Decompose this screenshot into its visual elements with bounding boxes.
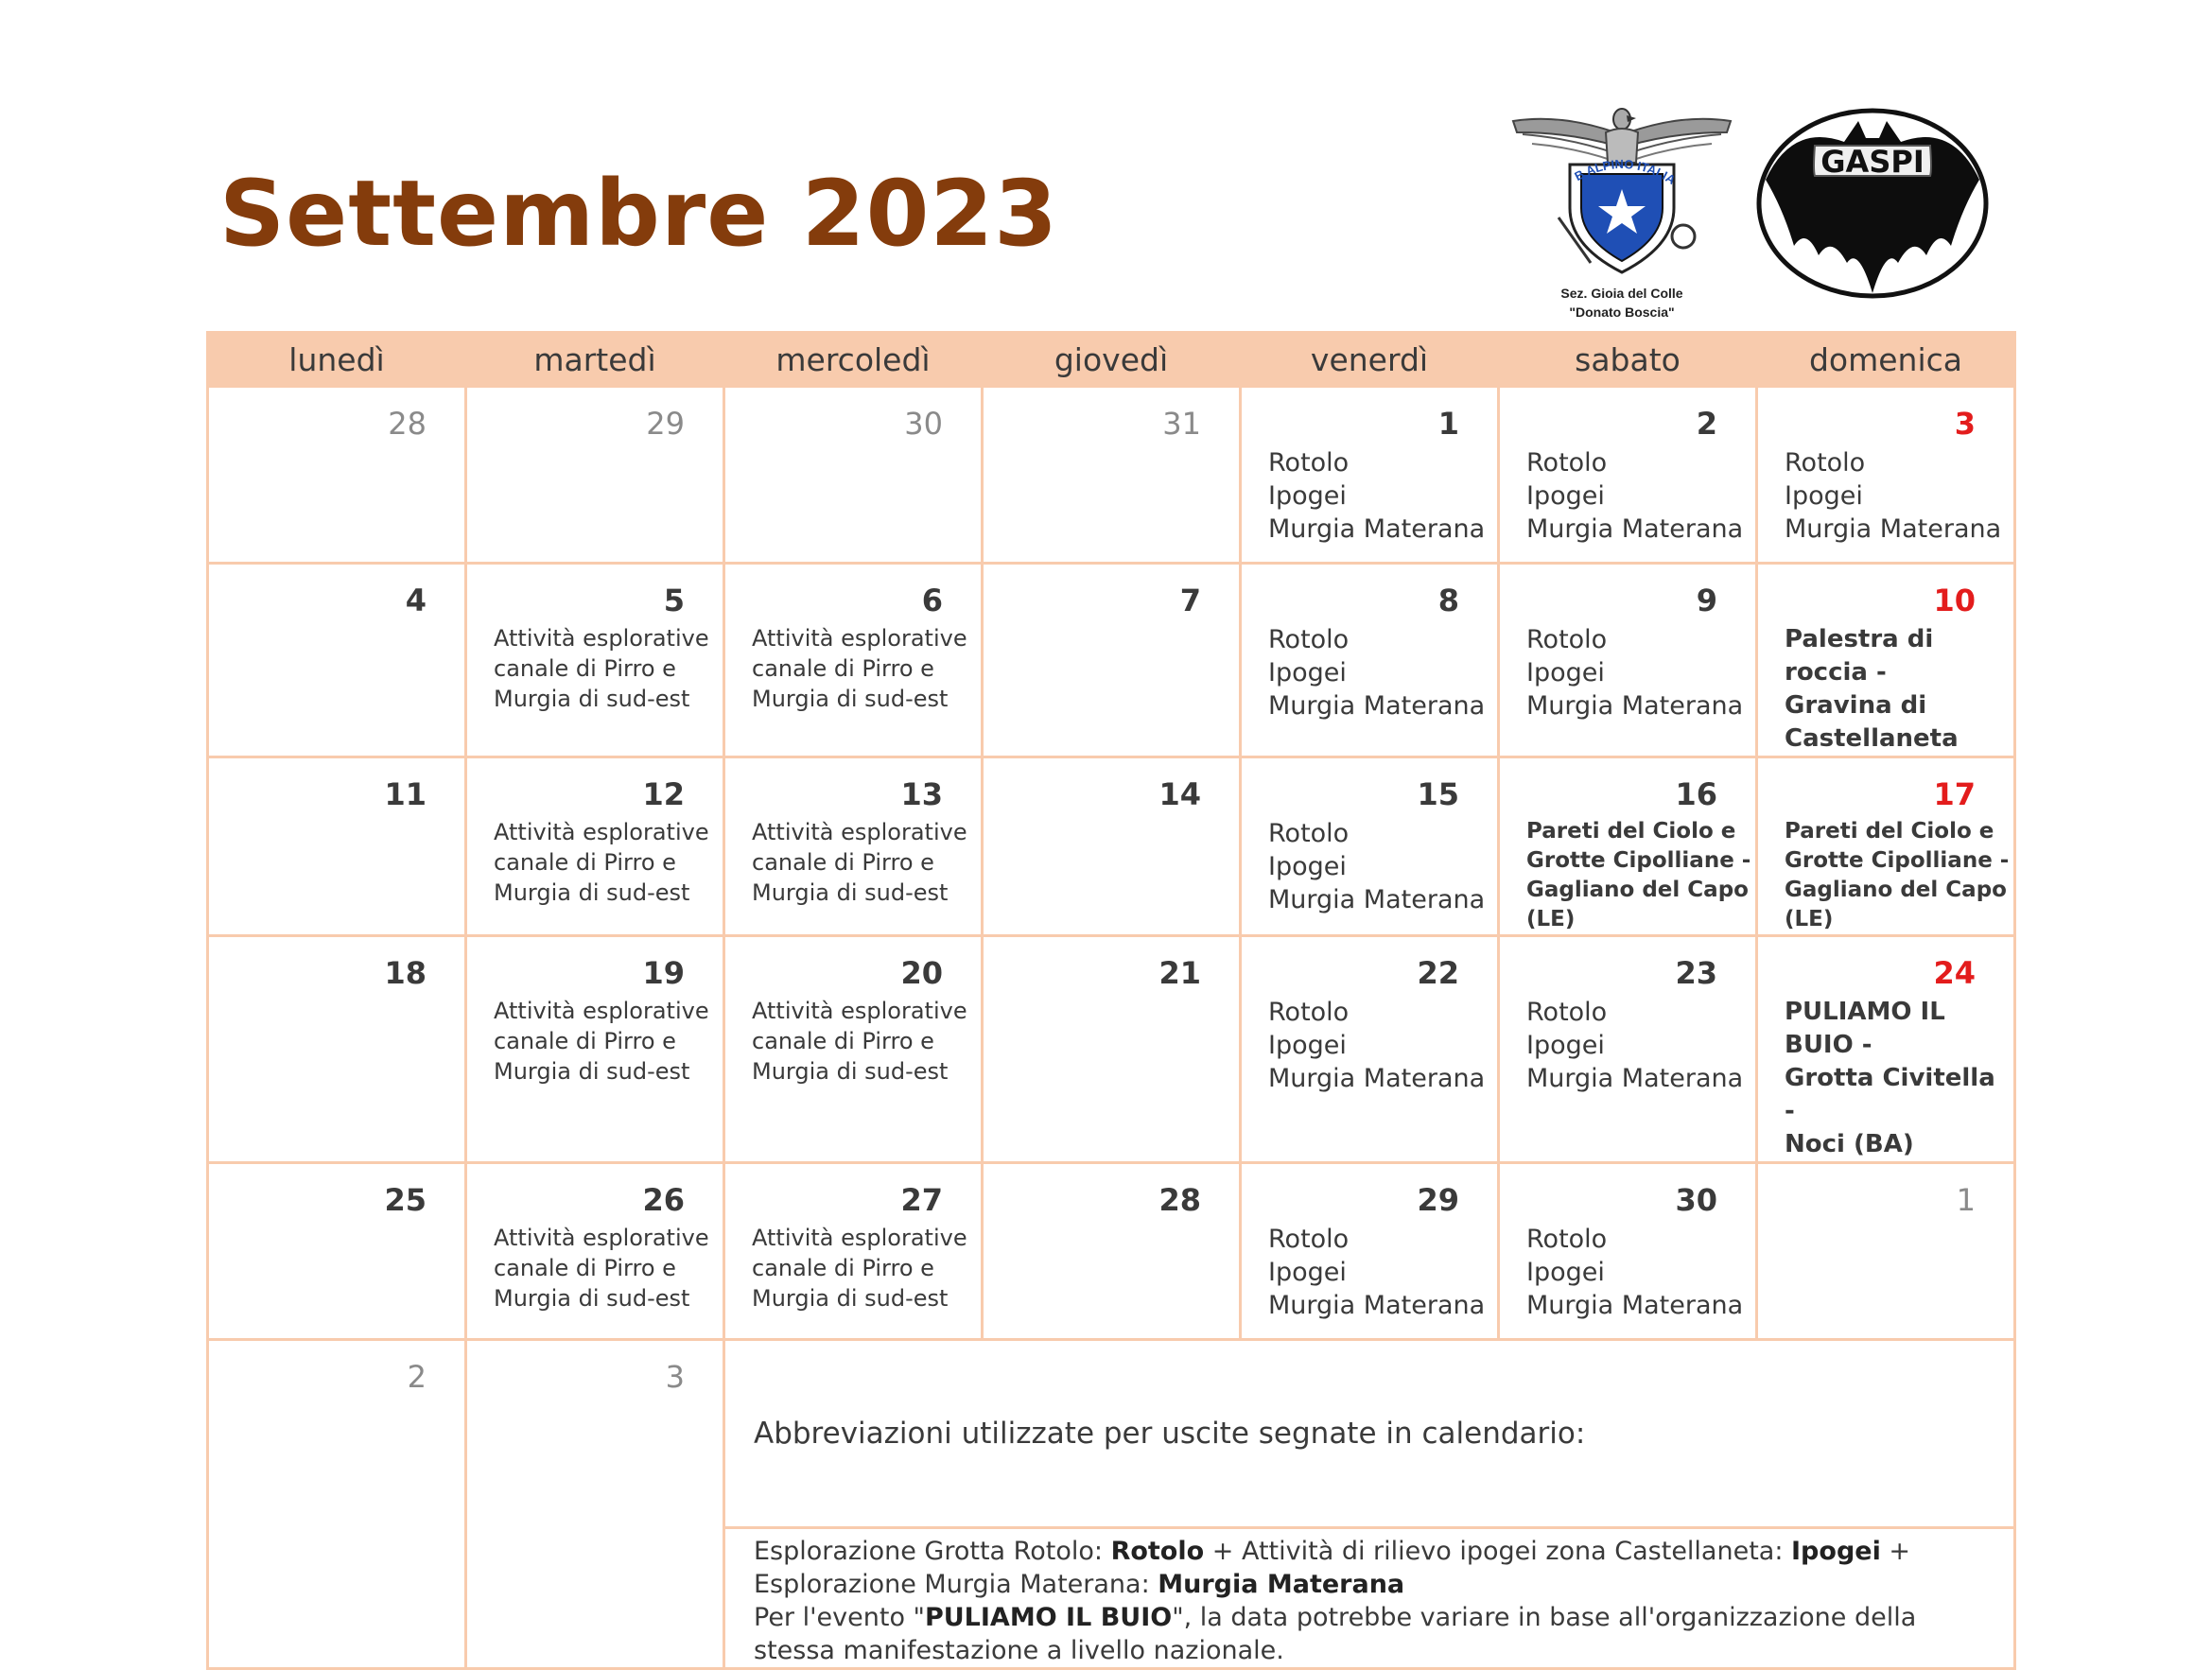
day-cell	[983, 757, 1241, 936]
event-text: Attività esplorative canale di Pirro e Murgia di sud-est	[752, 819, 967, 906]
day-number: 1	[1956, 1182, 1976, 1218]
day-number: 28	[1158, 1182, 1201, 1218]
weekday-header: venerdì	[1241, 333, 1499, 387]
day-number: 3	[1954, 406, 1976, 442]
day-number: 8	[1437, 583, 1459, 618]
legend-fragment: ", la data potrebbe variare in base all'organizzazione della stessa manifestazione a livello nazionale.	[754, 1603, 1917, 1665]
event-text: Attività esplorative canale di Pirro e Murgia di sud-est	[494, 1225, 709, 1312]
event-text: Rotolo Ipogei Murgia Materana	[1268, 1225, 1486, 1320]
day-number: 18	[384, 955, 427, 991]
day-cell	[466, 757, 724, 936]
day-number: 24	[1933, 955, 1976, 991]
day-cell	[1241, 757, 1499, 936]
day-cell	[724, 757, 983, 936]
day-cell	[1757, 1163, 2015, 1340]
day-number: 1	[1437, 406, 1459, 442]
day-number: 7	[1179, 583, 1201, 618]
week-row	[208, 936, 2015, 1163]
day-cell	[983, 564, 1241, 757]
day-cell	[724, 564, 983, 757]
day-number: 11	[384, 776, 427, 812]
cai-logo	[1504, 104, 1740, 326]
day-number: 16	[1675, 776, 1717, 812]
week-row	[208, 564, 2015, 757]
legend-keyword: Murgia Materana	[1158, 1570, 1405, 1599]
day-cell	[1499, 757, 1757, 936]
weekday-header: martedì	[466, 333, 724, 387]
legend-text	[724, 1528, 2015, 1669]
day-cell	[466, 936, 724, 1163]
event-text: Pareti del Ciolo e Grotte Cipolliane - Gagliano del Capo (LE)	[1785, 819, 2010, 931]
week-row	[208, 1163, 2015, 1340]
event-text: Attività esplorative canale di Pirro e Murgia di sud-est	[752, 998, 967, 1085]
cai-emblem-icon	[1504, 104, 1740, 284]
day-cell	[208, 564, 466, 757]
legend-fragment: Esplorazione Grotta Rotolo:	[754, 1537, 1111, 1566]
day-cell	[208, 936, 466, 1163]
event-text: Attività esplorative canale di Pirro e Murgia di sud-est	[752, 1225, 967, 1312]
legend-keyword: Ipogei	[1791, 1537, 1881, 1566]
weekday-header: sabato	[1499, 333, 1757, 387]
weekday-header: lunedì	[208, 333, 466, 387]
day-cell	[466, 1340, 724, 1669]
day-cell	[1241, 936, 1499, 1163]
day-cell	[1241, 564, 1499, 757]
week-row	[208, 1340, 2015, 1528]
day-cell	[466, 564, 724, 757]
gaspi-bat-icon	[1754, 104, 1991, 303]
day-number: 5	[663, 583, 685, 618]
cai-caption-name: "Donato Boscia"	[1569, 304, 1675, 320]
day-number: 10	[1933, 583, 1976, 618]
event-text: Attività esplorative canale di Pirro e Murgia di sud-est	[494, 819, 709, 906]
gaspi-logo-text: GASPI	[1820, 144, 1925, 180]
weekday-header: domenica	[1757, 333, 2015, 387]
event-text: Palestra di roccia - Gravina di Castellaneta	[1785, 625, 1959, 753]
day-cell	[1499, 387, 1757, 564]
day-cell	[1241, 387, 1499, 564]
day-number: 30	[904, 406, 943, 442]
gaspi-logo	[1754, 104, 1991, 303]
day-number: 9	[1696, 583, 1717, 618]
day-number: 27	[900, 1182, 943, 1218]
legend-fragment: Per l'evento "	[754, 1603, 925, 1632]
event-text: Attività esplorative canale di Pirro e Murgia di sud-est	[752, 625, 967, 712]
day-cell	[208, 1163, 466, 1340]
weekday-header: mercoledì	[724, 333, 983, 387]
event-text: Rotolo Ipogei Murgia Materana	[1526, 625, 1744, 721]
calendar-table	[206, 331, 2016, 1670]
day-number: 2	[407, 1359, 427, 1395]
day-cell	[983, 1163, 1241, 1340]
event-text: Rotolo Ipogei Murgia Materana	[1526, 448, 1744, 544]
day-number: 17	[1933, 776, 1976, 812]
event-text: Rotolo Ipogei Murgia Materana	[1526, 998, 1744, 1093]
legend-keyword: PULIAMO IL BUIO	[924, 1603, 1173, 1632]
day-number: 25	[384, 1182, 427, 1218]
day-number: 3	[665, 1359, 685, 1395]
legend-fragment: + Esplorazione Murgia Materana:	[754, 1537, 1911, 1599]
week-row	[208, 387, 2015, 564]
day-number: 2	[1696, 406, 1717, 442]
day-cell	[724, 936, 983, 1163]
day-cell	[208, 387, 466, 564]
day-number: 14	[1158, 776, 1201, 812]
day-number: 15	[1417, 776, 1459, 812]
event-text: Rotolo Ipogei Murgia Materana	[1526, 1225, 1744, 1320]
day-cell	[1757, 757, 2015, 936]
event-text: Rotolo Ipogei Murgia Materana	[1268, 625, 1486, 721]
day-cell	[466, 387, 724, 564]
day-number: 28	[388, 406, 427, 442]
day-number: 30	[1675, 1182, 1717, 1218]
day-cell	[1757, 936, 2015, 1163]
day-cell	[1757, 387, 2015, 564]
day-cell	[983, 387, 1241, 564]
day-number: 21	[1158, 955, 1201, 991]
day-cell	[1499, 564, 1757, 757]
legend-keyword: Rotolo	[1110, 1537, 1205, 1566]
day-cell	[1757, 564, 2015, 757]
event-text: Rotolo Ipogei Murgia Materana	[1268, 998, 1486, 1093]
day-cell	[983, 936, 1241, 1163]
day-cell	[208, 1340, 466, 1669]
day-cell	[466, 1163, 724, 1340]
day-number: 4	[405, 583, 427, 618]
day-cell	[1499, 1163, 1757, 1340]
event-text: PULIAMO IL BUIO - Grotta Civitella - Noci (BA)	[1785, 998, 1995, 1158]
event-text: Rotolo Ipogei Murgia Materana	[1785, 448, 2002, 544]
event-text: Pareti del Ciolo e Grotte Cipolliane - Gagliano del Capo (LE)	[1526, 819, 1751, 931]
event-text: Attività esplorative canale di Pirro e Murgia di sud-est	[494, 625, 709, 712]
day-cell	[1241, 1163, 1499, 1340]
day-number: 13	[900, 776, 943, 812]
day-cell	[724, 387, 983, 564]
day-number: 29	[1417, 1182, 1459, 1218]
event-text: Rotolo Ipogei Murgia Materana	[1268, 448, 1486, 544]
event-text: Attività esplorative canale di Pirro e Murgia di sud-est	[494, 998, 709, 1085]
day-number: 6	[921, 583, 943, 618]
legend-title: Abbreviazioni utilizzate per uscite segnate in calendario:	[724, 1340, 2015, 1528]
legend-fragment: + Attività di rilievo ipogei zona Castellaneta:	[1204, 1537, 1792, 1566]
weekday-header-row	[208, 333, 2015, 387]
day-cell	[724, 1163, 983, 1340]
day-number: 26	[642, 1182, 685, 1218]
week-row	[208, 757, 2015, 936]
day-number: 20	[900, 955, 943, 991]
page-title: Settembre 2023	[219, 161, 1058, 267]
day-number: 22	[1417, 955, 1459, 991]
day-cell	[208, 757, 466, 936]
day-number: 12	[642, 776, 685, 812]
day-number: 23	[1675, 955, 1717, 991]
day-number: 29	[646, 406, 685, 442]
day-number: 31	[1162, 406, 1201, 442]
cai-ribbon-text: B ALPINO ITALIA	[1572, 156, 1679, 187]
day-number: 19	[642, 955, 685, 991]
day-cell	[1499, 936, 1757, 1163]
cai-caption-section: Sez. Gioia del Colle	[1560, 286, 1683, 301]
event-text: Rotolo Ipogei Murgia Materana	[1268, 819, 1486, 914]
weekday-header: giovedì	[983, 333, 1241, 387]
